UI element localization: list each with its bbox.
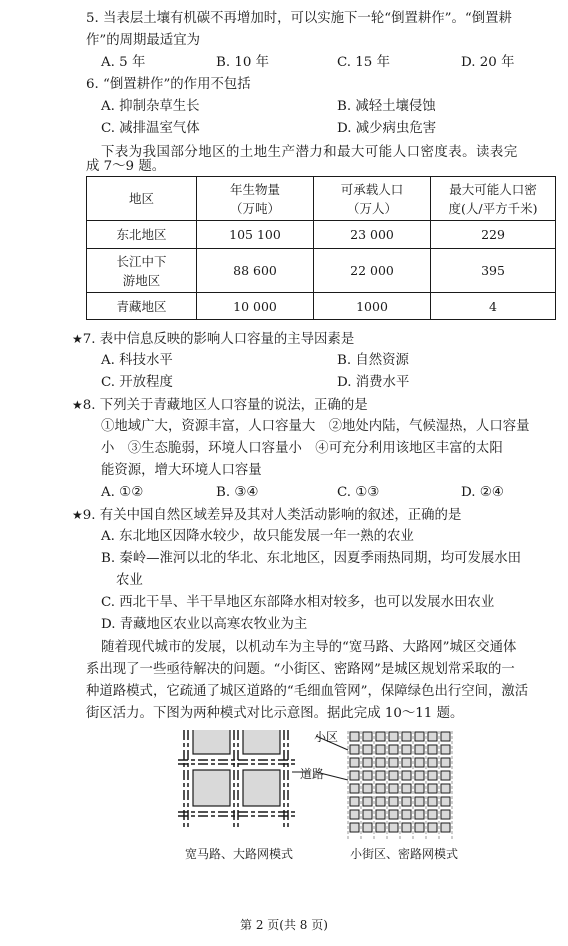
small-block bbox=[428, 732, 437, 741]
small-block bbox=[363, 745, 372, 754]
small-block bbox=[415, 784, 424, 793]
small-block bbox=[376, 823, 385, 832]
cell-biomass: 88 600 bbox=[197, 249, 314, 293]
small-block bbox=[389, 823, 398, 832]
small-block bbox=[428, 771, 437, 780]
small-block bbox=[376, 797, 385, 806]
small-block bbox=[428, 823, 437, 832]
q5-option-c: C. 15 年 bbox=[337, 55, 390, 70]
q8-option-c: C. ①③ bbox=[337, 485, 380, 500]
small-block bbox=[350, 758, 359, 767]
q7-option-b: B. 自然资源 bbox=[337, 353, 409, 368]
q5-option-d: D. 20 年 bbox=[461, 55, 515, 70]
small-block bbox=[363, 732, 372, 741]
small-block bbox=[415, 758, 424, 767]
small-block bbox=[441, 823, 450, 832]
q8-statement-line3: 能资源，增大环境人口容量 bbox=[101, 463, 262, 478]
table-row bbox=[87, 221, 556, 249]
small-block bbox=[389, 797, 398, 806]
header-region: 地区 bbox=[87, 177, 197, 221]
q8-statement-line1: ①地域广大，资源丰富，人口容量大 ②地处内陆，气候湿热，人口容量 bbox=[101, 419, 530, 434]
small-block bbox=[389, 784, 398, 793]
small-block bbox=[415, 823, 424, 832]
q9-option-b-line2: 农业 bbox=[116, 573, 143, 588]
small-block bbox=[350, 810, 359, 819]
small-block bbox=[363, 797, 372, 806]
cell-population: 23 000 bbox=[314, 221, 431, 249]
small-block bbox=[376, 784, 385, 793]
small-block bbox=[428, 810, 437, 819]
small-block bbox=[363, 771, 372, 780]
cell-region: 青藏地区 bbox=[87, 293, 197, 320]
small-block bbox=[402, 732, 411, 741]
q5-option-a: A. 5 年 bbox=[101, 55, 146, 70]
small-block bbox=[428, 745, 437, 754]
cell-biomass: 105 100 bbox=[197, 221, 314, 249]
small-block bbox=[350, 745, 359, 754]
population-capacity-table bbox=[86, 176, 556, 320]
cell-density: 229 bbox=[431, 221, 556, 249]
intro-7-9-line1: 下表为我国部分地区的土地生产潜力和最大可能人口密度表。读表完 bbox=[101, 145, 518, 160]
intro-10-11-line1: 随着现代城市的发展，以机动车为主导的“宽马路、大路网”城区交通体 bbox=[101, 640, 517, 655]
small-block bbox=[441, 758, 450, 767]
small-block bbox=[415, 771, 424, 780]
q7-option-c: C. 开放程度 bbox=[101, 375, 173, 390]
small-block bbox=[389, 745, 398, 754]
intro-10-11-line3: 种道路模式，它疏通了城区道路的“毛细血管网”，保障绿色出行空间，激活 bbox=[86, 684, 529, 699]
table-header-row bbox=[87, 177, 556, 221]
small-block bbox=[376, 810, 385, 819]
q6-stem: 6. “倒置耕作”的作用不包括 bbox=[86, 77, 251, 92]
small-block bbox=[441, 771, 450, 780]
label-block: 小区 bbox=[314, 730, 339, 744]
page-number: 第 2 页(共 8 页) bbox=[240, 918, 328, 932]
small-block bbox=[350, 823, 359, 832]
star-icon: ★ bbox=[72, 332, 83, 346]
star-icon: ★ bbox=[72, 398, 83, 412]
q7-option-a: A. 科技水平 bbox=[101, 353, 173, 368]
small-block bbox=[389, 810, 398, 819]
q8-option-b: B. ③④ bbox=[216, 485, 259, 500]
small-block bbox=[363, 758, 372, 767]
small-block bbox=[389, 758, 398, 767]
small-block bbox=[402, 810, 411, 819]
intro-10-11-line4: 街区活力。下图为两种模式对比示意图。据此完成 10～11 题。 bbox=[86, 706, 464, 721]
small-block bbox=[389, 771, 398, 780]
q8-option-d: D. ②④ bbox=[461, 485, 504, 500]
wide-road-diagram bbox=[178, 730, 296, 828]
q5-option-b: B. 10 年 bbox=[216, 55, 270, 70]
intro-7-9-line2: 成 7～9 题。 bbox=[86, 159, 166, 174]
small-block bbox=[441, 797, 450, 806]
table-row bbox=[87, 293, 556, 320]
small-block bbox=[376, 758, 385, 767]
q6-option-a: A. 抑制杂草生长 bbox=[101, 99, 200, 114]
q9-stem: ★9. 有关中国自然区域差异及其对人类活动影响的叙述，正确的是 bbox=[72, 508, 462, 523]
small-block bbox=[389, 732, 398, 741]
q6-option-b: B. 减轻土壤侵蚀 bbox=[337, 99, 436, 114]
q7-stem: ★7. 表中信息反映的影响人口容量的主导因素是 bbox=[72, 332, 355, 347]
small-block bbox=[415, 797, 424, 806]
small-block bbox=[350, 797, 359, 806]
small-block bbox=[350, 784, 359, 793]
small-block bbox=[402, 758, 411, 767]
q7-option-d: D. 消费水平 bbox=[337, 375, 410, 390]
small-block bbox=[415, 810, 424, 819]
label-road: 道路 bbox=[300, 767, 325, 781]
road-network-figure bbox=[170, 730, 470, 862]
q5-stem-line2: 作”的周期最适宜为 bbox=[86, 33, 200, 48]
small-block bbox=[415, 732, 424, 741]
small-block bbox=[376, 745, 385, 754]
small-block bbox=[350, 771, 359, 780]
small-block bbox=[428, 784, 437, 793]
cell-population: 22 000 bbox=[314, 249, 431, 293]
small-block bbox=[402, 784, 411, 793]
dense-road-diagram bbox=[348, 730, 452, 840]
caption-wide-road: 宽马路、大路网模式 bbox=[185, 847, 294, 861]
cell-density: 395 bbox=[431, 249, 556, 293]
header-population: 可承载人口 （万人） bbox=[314, 177, 431, 221]
small-block bbox=[402, 797, 411, 806]
small-block bbox=[428, 797, 437, 806]
q9-option-d: D. 青藏地区农业以高寒农牧业为主 bbox=[101, 617, 308, 632]
cell-region: 长江中下 游地区 bbox=[87, 249, 197, 293]
small-block bbox=[402, 771, 411, 780]
q6-option-c: C. 减排温室气体 bbox=[101, 121, 200, 136]
small-block bbox=[363, 810, 372, 819]
header-biomass: 年生物量 （万吨） bbox=[197, 177, 314, 221]
q9-option-c: C. 西北干旱、半干旱地区东部降水相对较多，也可以发展水田农业 bbox=[101, 595, 495, 610]
q9-option-a: A. 东北地区因降水较少，故只能发展一年一熟的农业 bbox=[101, 529, 414, 544]
star-icon: ★ bbox=[72, 508, 83, 522]
small-block bbox=[402, 745, 411, 754]
q6-option-d: D. 减少病虫危害 bbox=[337, 121, 437, 136]
small-block bbox=[363, 784, 372, 793]
cell-biomass: 10 000 bbox=[197, 293, 314, 320]
caption-dense-road: 小街区、密路网模式 bbox=[350, 847, 459, 861]
small-block bbox=[441, 784, 450, 793]
small-block bbox=[402, 823, 411, 832]
small-block bbox=[441, 732, 450, 741]
q9-option-b-line1: B. 秦岭—淮河以北的华北、东北地区，因夏季雨热同期，均可发展水田 bbox=[101, 551, 522, 566]
small-block bbox=[376, 732, 385, 741]
small-block bbox=[376, 771, 385, 780]
small-block bbox=[441, 745, 450, 754]
q8-statement-line2: 小 ③生态脆弱，环境人口容量小 ④可充分利用该地区丰富的太阳 bbox=[101, 441, 503, 456]
q8-option-a: A. ①② bbox=[101, 485, 144, 500]
cell-density: 4 bbox=[431, 293, 556, 320]
intro-10-11-line2: 系出现了一些亟待解决的问题。“小街区、密路网”是城区规划常采取的一 bbox=[86, 662, 515, 677]
small-block bbox=[428, 758, 437, 767]
small-block bbox=[415, 745, 424, 754]
header-density: 最大可能人口密 度(人/平方千米) bbox=[431, 177, 556, 221]
table-row bbox=[87, 249, 556, 293]
cell-population: 1000 bbox=[314, 293, 431, 320]
cell-region: 东北地区 bbox=[87, 221, 197, 249]
small-block bbox=[363, 823, 372, 832]
small-block bbox=[441, 810, 450, 819]
q8-stem: ★8. 下列关于青藏地区人口容量的说法，正确的是 bbox=[72, 398, 368, 413]
q5-stem-line1: 5. 当表层土壤有机碳不再增加时，可以实施下一轮“倒置耕作”。“倒置耕 bbox=[86, 11, 512, 26]
small-block bbox=[350, 732, 359, 741]
